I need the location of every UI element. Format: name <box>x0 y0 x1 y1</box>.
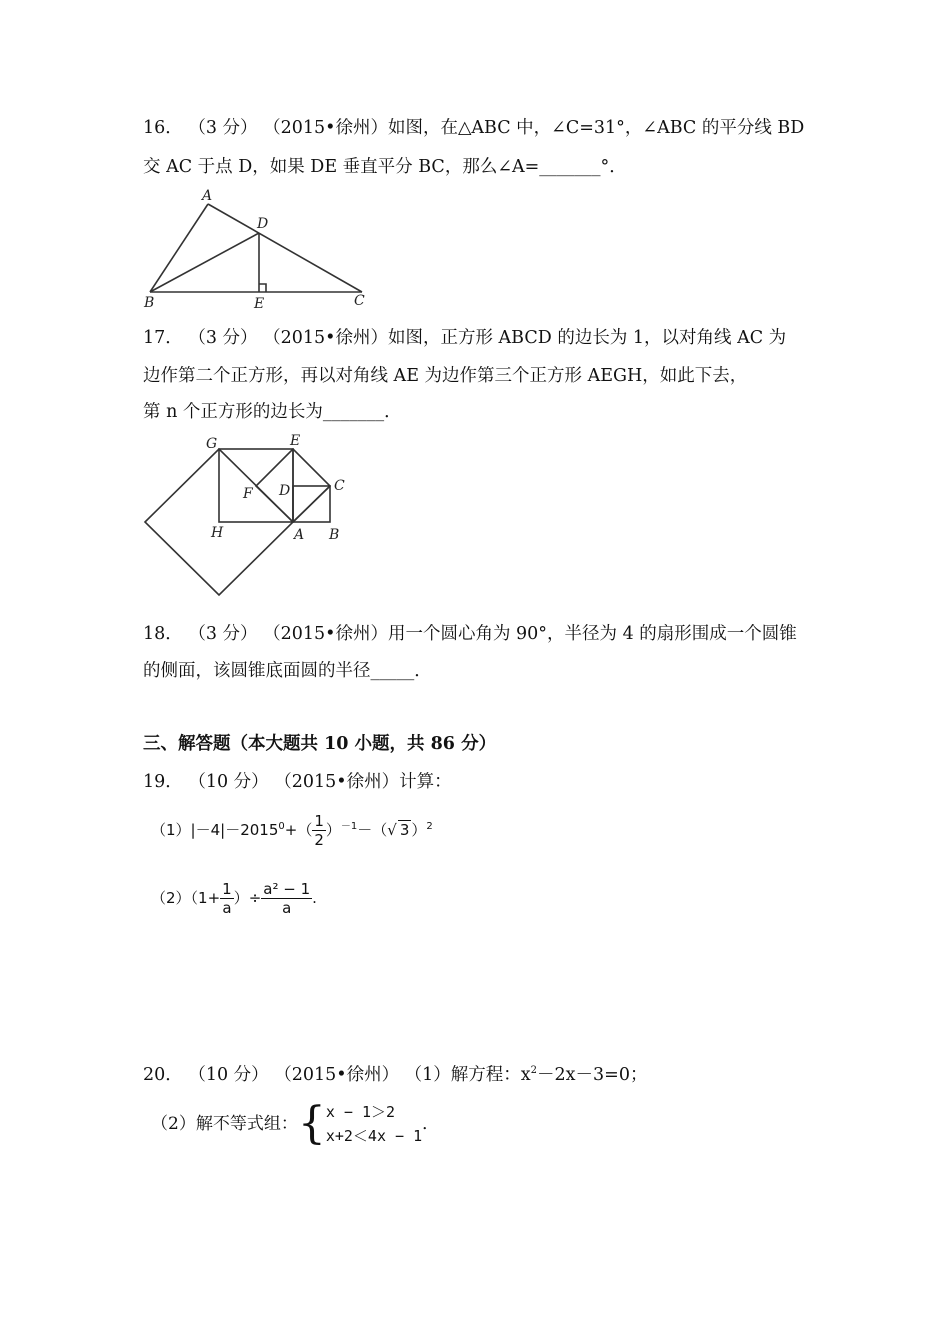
q19-p1-c-exp: －1 <box>340 821 358 832</box>
q19-p2-a: （1+ <box>190 889 221 907</box>
q20-sys-row2: x+2＜4x − 1 <box>325 1127 423 1145</box>
q17-label-F: F <box>243 486 253 502</box>
q20-header-b: －2x－3=0； <box>537 1064 648 1085</box>
q16-label-C: C <box>354 293 365 309</box>
q19-p1-e-exp: 2 <box>426 821 433 832</box>
q19-p1-e: ） <box>411 821 427 839</box>
q19-p1-d: －（ <box>357 821 388 839</box>
q17-line2: 边作第二个正方形，再以对角线 AE 为边作第三个正方形 AEGH，如此下去， <box>143 366 748 386</box>
q17-label-E: E <box>290 433 301 449</box>
q19-p2-label: （2） <box>151 889 191 907</box>
q19-p2-c: . <box>312 889 317 907</box>
q16-triangle-figure <box>140 186 380 311</box>
q19-part2 <box>151 880 317 917</box>
q19-p1-fraction <box>312 812 326 849</box>
q19-p1-a-exp: 0 <box>278 821 285 832</box>
section3-title: 三、解答题（本大题共 10 小题，共 86 分） <box>143 734 497 754</box>
q17-label-A: A <box>294 527 305 543</box>
q19-p2-frac1-num: 1 <box>222 880 232 898</box>
q19-p2-frac1-den: a <box>222 899 232 917</box>
q16-label-E: E <box>254 296 265 311</box>
q18-line1: 18． （3 分） （2015•徐州）用一个圆心角为 90°，半径为 4 的扇形围成一个圆锥 <box>143 624 797 644</box>
q17-label-D: D <box>279 483 291 499</box>
q18-line2: 的侧面，该圆锥底面圆的半径_____． <box>143 661 432 681</box>
q20-p2-end: ． <box>422 1114 440 1134</box>
q17-line3: 第 n 个正方形的边长为_______． <box>143 402 402 422</box>
q17-line1: 17． （3 分） （2015•徐州）如图，正方形 ABCD 的边长为 1，以对角线 AC 为 <box>143 328 787 348</box>
q20-header <box>143 1059 647 1087</box>
q19-p1-frac-num: 1 <box>314 812 324 830</box>
q17-label-C: C <box>334 478 345 494</box>
q20-header-a: 20． （10 分） （2015•徐州） （1）解方程：x <box>143 1064 531 1085</box>
q20-brace: { <box>297 1098 326 1149</box>
q17-label-G: G <box>206 436 218 452</box>
q20-sys-row1: x − 1＞2 <box>325 1103 396 1121</box>
q16-line2: 交 AC 于点 D，如果 DE 垂直平分 BC，那么∠A=_______°． <box>143 157 627 177</box>
q16-label-D: D <box>257 216 269 232</box>
q19-p2-frac2-den: a <box>282 899 292 917</box>
q19-p1-frac-den: 2 <box>314 831 324 849</box>
q19-header: 19． （10 分） （2015•徐州）计算： <box>143 772 452 792</box>
q20-header-exp: 2 <box>530 1065 538 1076</box>
q17-label-B: B <box>329 527 340 543</box>
q20-system <box>326 1100 422 1148</box>
q16-line1: 16． （3 分） （2015•徐州）如图，在△ABC 中，∠C=31°，∠ABC 的平分线 BD <box>143 118 805 138</box>
q19-p2-frac2-num: a² − 1 <box>263 880 311 898</box>
q20-p2-label: （2）解不等式组： <box>151 1114 298 1134</box>
q19-p1-sqrt-sign: √ <box>387 821 397 839</box>
q19-p1-a: |－4|－2015 <box>190 821 279 839</box>
q19-p2-fraction1 <box>220 880 234 917</box>
q17-label-H: H <box>211 525 224 541</box>
q19-p1-b: +（ <box>284 821 313 839</box>
q19-p2-fraction2 <box>261 880 312 917</box>
q20-part2 <box>151 1100 439 1148</box>
q19-p1-sqrt-arg: 3 <box>399 821 410 839</box>
q16-label-A: A <box>202 188 213 204</box>
q17-squares-figure <box>140 430 360 602</box>
q19-p2-b: ）÷ <box>233 889 262 907</box>
q16-label-B: B <box>144 295 155 311</box>
q19-p1-c: ） <box>325 821 341 839</box>
q19-part1 <box>151 812 433 849</box>
q19-p1-label: （1） <box>151 821 191 839</box>
